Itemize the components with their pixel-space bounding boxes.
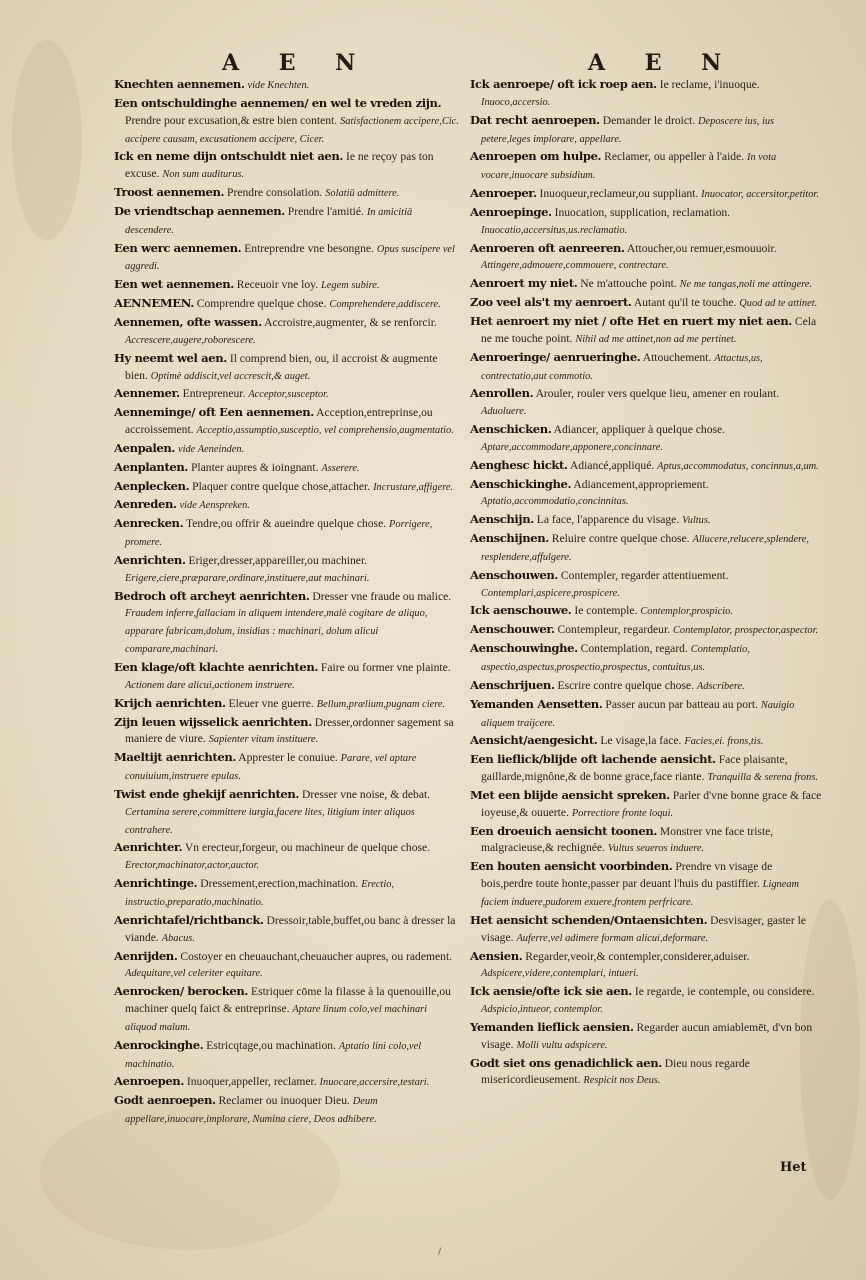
entry-french: Estriquer cōme la filasse à la quenouille,ou machiner quelq faict & entreprinse. (125, 985, 451, 1016)
entry-french: Prendre pour excusation,& estre bien content. (125, 113, 338, 127)
entry-french: Estricqtage,ou machination. (206, 1038, 336, 1052)
entry-french: Inuoqueur,reclameur,ou suppliant. (539, 187, 699, 201)
entry-french: Dresser vne fraude ou malice. (312, 589, 452, 603)
dictionary-entry (114, 496, 460, 515)
entry-french: Eleuer vne guerre. (228, 696, 314, 710)
running-head-right: A E N (588, 50, 738, 76)
entry-latin: Tranquilla & serena frons. (707, 772, 818, 784)
entry-french: Dressement,erection,machination. (200, 877, 359, 891)
entry-latin: Bellum,prælium,pugnam ciere. (316, 698, 446, 710)
entry-french: Passer aucun par batteau au port. (605, 697, 758, 711)
entry-latin: Acceptio,assumptio,susceptio, vel comprehensio,augmentatio. (196, 425, 454, 437)
dictionary-entry (114, 714, 460, 750)
dictionary-entry (114, 515, 460, 552)
dictionary-entry (114, 478, 460, 497)
entry-french: Reclamer ou inuoquer Dieu. (218, 1094, 350, 1108)
entry-headword: Ick en neme dijn ontschuldt niet aen. (114, 149, 344, 164)
entry-latin: Adspicere,videre,contemplari, intueri. (481, 968, 639, 980)
dictionary-entry (470, 511, 822, 530)
entry-headword: Aenschicken. (470, 422, 552, 437)
entry-latin: Aptatio lini colo,vel machinatio. (125, 1040, 422, 1070)
entry-headword: Ick aenschouwe. (470, 603, 572, 618)
entry-headword: Zoo veel als't my aenroert. (470, 295, 632, 310)
dictionary-entry (114, 948, 460, 984)
entry-latin: Optimè addiscit,vel accrescit,& auget. (150, 370, 311, 382)
dictionary-entry (114, 295, 460, 314)
entry-headword: Aenrocken/ berocken. (114, 984, 249, 999)
entry-headword: Aenschijn. (470, 512, 534, 527)
dictionary-entry (114, 1092, 460, 1129)
entry-headword: Aenroeper. (470, 186, 537, 201)
dictionary-entry (470, 240, 822, 276)
dictionary-entry (114, 1073, 460, 1092)
entry-headword: Yemanden lieflick aensien. (470, 1019, 634, 1034)
left-column (114, 76, 460, 1129)
entry-latin: Erigere,ciere,præparare,ordinare,instituere,aut machinari. (125, 572, 370, 584)
dictionary-entry (114, 314, 460, 350)
entry-headword: Een wet aennemen. (114, 277, 234, 292)
entry-latin: Legem subire. (321, 280, 380, 292)
entry-french: Desvisager, gaster le visage. (481, 913, 806, 944)
entry-french: Prendre vn visage de bois,perdre toute honte,passer par deuant l'huis du pastiffier. (481, 860, 773, 891)
dictionary-entry (470, 294, 822, 313)
entry-latin: Adequitare,vel celeriter equitare. (125, 968, 263, 980)
entry-french: Faire ou former vne plainte. (320, 661, 451, 674)
entry-latin: Quod ad te attinet. (739, 298, 818, 310)
entry-latin: Satisfactionem accipere,Cic. accipere causam, excusationem accipere, Cicer. (125, 115, 459, 145)
dictionary-entry (470, 1019, 822, 1055)
entry-french: Adiancement,appropriement. (573, 477, 709, 491)
entry-french: Prendre l'amitié. (287, 204, 364, 218)
dictionary-entry (114, 749, 460, 786)
entry-latin: Contemplator, prospector,aspector. (672, 625, 819, 637)
entry-latin: Ligneam faciem induere,pudorem exuere,frontem perfricare. (481, 879, 800, 908)
entry-latin: Actionem dare alicui,actionem instruere. (125, 679, 295, 691)
dictionary-entry (114, 385, 460, 404)
entry-headword: Aenneminge/ oft Een aennemen. (114, 405, 314, 420)
footer-mark: / (438, 1244, 442, 1258)
entry-french: Attoucher,ou remuer,esmouuoir. (626, 241, 777, 255)
entry-headword: Het aenroert my niet / ofte Het en ruert my niet aen. (470, 313, 792, 328)
dictionary-entry (114, 440, 460, 459)
entry-latin: Nauigio aliquem traijcere. (481, 699, 795, 729)
entry-latin: Asserere. (321, 462, 360, 474)
dictionary-entry (114, 404, 460, 440)
entry-latin: Vultus. (682, 515, 711, 527)
entry-latin: In vota vocare,inuocare subsidium. (481, 152, 777, 182)
dictionary-entry (470, 677, 822, 696)
dictionary-entry (470, 530, 822, 567)
entry-french: Comprendre quelque chose. (196, 297, 327, 311)
dictionary-entry (470, 476, 822, 512)
dictionary-entry (114, 95, 460, 149)
entry-latin: Abacus. (161, 932, 195, 944)
entry-headword: Aenghesc hickt. (470, 457, 568, 472)
dictionary-entry (470, 204, 822, 240)
entry-headword: Aenrichten. (114, 552, 186, 567)
dictionary-entry (470, 1055, 822, 1091)
entry-headword: Aenplanten. (114, 459, 189, 474)
dictionary-entry (470, 567, 822, 603)
dictionary-entry (470, 457, 822, 476)
entry-french: La face, l'apparence du visage. (536, 513, 680, 527)
entry-headword: Knechten aennemen. (114, 77, 245, 91)
dictionary-entry (470, 823, 822, 859)
entry-headword: Aenplecken. (114, 478, 190, 493)
entry-latin: Deum appellare,inuocare,implorare, Numina ciere, Deos adhibere. (125, 1096, 378, 1126)
dictionary-entry (470, 858, 822, 912)
entry-latin: Aptus,accommodatus, concinnus,a,um. (657, 460, 819, 472)
entry-headword: Met een blijde aensicht spreken. (470, 787, 670, 802)
entry-latin: Certamina serere,committere iurgia,facere lites, litigium inter aliquos contrahere. (125, 806, 415, 836)
entry-french: Entreprendre vne besongne. (244, 241, 374, 255)
entry-french: Autant qu'il te touche. (633, 296, 737, 310)
dictionary-entry (470, 983, 822, 1019)
entry-headword: Aenschijnen. (470, 531, 549, 546)
entry-latin: Accrescere,augere,roborescere. (125, 334, 256, 346)
entry-french: Inuocation, supplication, reclamation. (554, 205, 731, 219)
entry-french: Planter aupres & ioingnant. (190, 460, 319, 474)
entry-headword: Aenrichter. (114, 840, 183, 855)
entry-french: Parler d'vne bonne grace & face ioyeuse,& ouuerte. (481, 788, 822, 819)
entry-headword: Aenschouwen. (470, 567, 559, 582)
dictionary-entry (470, 602, 822, 621)
entry-latin: Deposcere ius, ius petere,leges implorare, appellare. (481, 115, 775, 145)
dictionary-entry (470, 313, 822, 349)
entry-latin: vide Aenspreken. (179, 500, 250, 512)
entry-latin: Aduoluere. (481, 406, 527, 418)
dictionary-entry (114, 240, 460, 277)
entry-headword: Aenschrijuen. (470, 677, 555, 692)
dictionary-entry (470, 185, 822, 204)
entry-latin: Contemplor,prospicio. (640, 606, 733, 618)
dictionary-entry (470, 349, 822, 386)
entry-latin: vide Aeneinden. (177, 443, 245, 455)
entry-french: Adiancé,appliqué. (569, 458, 655, 472)
dictionary-entry (114, 276, 460, 295)
entry-headword: Een werc aennemen. (114, 240, 242, 255)
entry-headword: Een lieflick/blijde oft lachende aensicht. (470, 752, 716, 767)
catchword: Het (780, 1160, 807, 1175)
entry-headword: Aenroeren oft aenreeren. (470, 240, 625, 255)
entry-latin: Comprehendere,addiscere. (329, 299, 441, 311)
dictionary-entry (470, 112, 822, 149)
entry-latin: Non sum auditurus. (162, 169, 245, 181)
entry-latin: Attingere,admouere,commouere, contrectare. (481, 260, 669, 272)
entry-latin: In amicitiā descendere. (125, 206, 413, 236)
entry-french: Regarder aucun amiablemēt, d'vn bon visage. (481, 1020, 813, 1051)
entry-french: Contempleur, regardeur. (557, 623, 671, 637)
entry-headword: Aenrollen. (470, 386, 534, 401)
entry-headword: Aenrockinghe. (114, 1037, 204, 1052)
entry-latin: Respicit nos Deus. (583, 1075, 661, 1087)
paper-stain (12, 40, 82, 240)
entry-headword: Aenrichtafel/richtbanck. (114, 912, 264, 927)
entry-headword: De vriendtschap aennemen. (114, 203, 285, 218)
dictionary-entry (114, 459, 460, 478)
dictionary-entry (470, 275, 822, 294)
entry-french: Reclamer, ou appeller à l'aide. (604, 150, 745, 164)
entry-headword: Aenroepen om hulpe. (470, 149, 602, 164)
entry-french: Dressoir,table,buffet,ou banc à dresser la viande. (125, 913, 456, 944)
entry-latin: Erectio, instructio,preparatio,machinatio. (125, 879, 394, 908)
dictionary-entry (114, 839, 460, 875)
entry-french: Arouler, rouler vers quelque lieu, amener en roulant. (535, 387, 780, 401)
entry-headword: Yemanden Aensetten. (470, 696, 603, 711)
dictionary-entry (470, 76, 822, 112)
entry-french: Costoyer en cheuauchant,cheuaucher aupres, ou radement. (180, 949, 453, 963)
entry-french: Ne m'attouche point. (580, 277, 677, 291)
dictionary-entry (470, 421, 822, 457)
entry-french: Dresser,ordonner sagement sa maniere de viure. (125, 715, 454, 746)
entry-headword: Aenrichtinge. (114, 876, 198, 891)
dictionary-entry (114, 983, 460, 1037)
entry-latin: Allucere,relucere,splendere, resplendere,affulgere. (481, 534, 809, 563)
entry-latin: Fraudem inferre,fallaciam in aliquem intendere,malè cogitare de aliquo, apparare fabricam,dolum, insidias : machinari, dolum alicui comparare,machinari. (125, 608, 428, 656)
entry-headword: Aensien. (470, 948, 523, 963)
entry-headword: Een klage/oft klachte aenrichten. (114, 660, 318, 674)
dictionary-entry (114, 184, 460, 203)
entry-latin: Inuocatio,accersitus,us.reclamatio. (481, 224, 628, 236)
dictionary-entry (114, 203, 460, 240)
entry-headword: Krijch aenrichten. (114, 695, 226, 710)
entry-french: Prendre consolation. (227, 186, 323, 200)
dictionary-entry (114, 552, 460, 588)
entry-headword: Aenschickinghe. (470, 476, 572, 491)
dictionary-entry (470, 912, 822, 948)
entry-headword: Godt siet ons genadichlick aen. (470, 1055, 662, 1070)
entry-headword: Aenschouwinghe. (470, 641, 578, 656)
entry-latin: Facies,ei. frons,tis. (684, 736, 764, 748)
entry-latin: Nihil ad me attinet,non ad me pertinet. (575, 333, 737, 345)
entry-french: Reluire contre quelque chose. (551, 532, 690, 546)
dictionary-entry (114, 695, 460, 714)
entry-french: Apprester le conuiue. (238, 751, 338, 765)
entry-latin: Auferre,vel adimere formam alicui,deformare. (516, 932, 709, 944)
entry-french: Face plaisante, gaillarde,mignône,& de bonne grace,face riante. (481, 753, 788, 784)
entry-latin: Porrectiore fronte loqui. (571, 807, 674, 819)
dictionary-entry (114, 76, 460, 95)
dictionary-entry (470, 732, 822, 751)
entry-french: Ie ne reçoy pas ton excuse. (125, 150, 434, 181)
dictionary-entry (114, 659, 460, 695)
entry-headword: Aenrijden. (114, 948, 178, 963)
entry-headword: Aenschouwer. (470, 622, 555, 637)
entry-latin: Vultus seueros induere. (607, 843, 705, 855)
entry-latin: Opus suscipere vel aggredi. (125, 243, 455, 273)
entry-latin: Sapienter vitam instituere. (208, 734, 319, 746)
entry-french: Vn erecteur,forgeur, ou machineur de quelque chose. (184, 841, 431, 855)
entry-french: Accroistre,augmenter, & se renforcir. (264, 315, 437, 329)
entry-french: Dresser vne noise, & debat. (301, 787, 431, 801)
entry-latin: Aptatio,accommodatio,concinnitas. (481, 496, 629, 508)
entry-headword: Maeltijt aenrichten. (114, 750, 236, 765)
dictionary-entry (114, 1037, 460, 1074)
entry-headword: Zijn leuen wijsselick aenrichten. (114, 714, 312, 729)
dictionary-entry (470, 948, 822, 984)
entry-french: Attouchement. (642, 350, 712, 364)
dictionary-entry (114, 588, 460, 659)
entry-french: Monstrer vne face triste, malgracieuse,& rechignée. (481, 824, 774, 855)
entry-french: Ie contemple. (574, 604, 638, 618)
entry-latin: Aptare,accommodare,apponere,concinnare. (481, 441, 663, 453)
entry-french: Contemplation, regard. (580, 642, 688, 656)
entry-headword: Aennemen, ofte wassen. (114, 314, 262, 329)
entry-french: Adiancer, appliquer à quelque chose. (553, 423, 726, 437)
entry-headword: Een ontschuldinghe aennemen/ en wel te vreden zijn. (114, 95, 442, 110)
dictionary-entry (114, 148, 460, 184)
entry-latin: Erector,machinator,actor,auctor. (125, 860, 260, 872)
entry-headword: Aenroepen. (114, 1074, 184, 1089)
entry-headword: Het aensicht schenden/Ontaensichten. (470, 912, 708, 927)
entry-headword: Godt aenroepen. (114, 1093, 216, 1108)
entry-headword: Ick aenroepe/ oft ick roep aen. (470, 77, 657, 91)
dictionary-entry (470, 621, 822, 640)
entry-french: Ie regarde, ie contemple, ou considere. (634, 985, 815, 999)
entry-latin: Contemplatio, aspectio,aspectus,prospectio,prospectus, contuitus,us. (481, 644, 750, 673)
dictionary-entry (470, 696, 822, 733)
entry-french: Dieu nous regarde misericordieusement. (481, 1056, 750, 1087)
entry-headword: Aennemer. (114, 386, 180, 401)
dictionary-entry (470, 787, 822, 823)
entry-french: Eriger,dresser,appareiller,ou machiner. (188, 553, 368, 567)
entry-french: Cela ne me touche point. (481, 314, 817, 345)
entry-headword: Twist ende ghekijf aenrichten. (114, 786, 300, 801)
dictionary-entry (114, 912, 460, 948)
entry-latin: Adspicio,intueor, contemplor. (481, 1004, 603, 1016)
entry-french: Il comprend bien, ou, il accroist & augmente bien. (125, 351, 438, 382)
entry-french: Ie reclame, i'inuoque. (659, 78, 760, 91)
entry-french: Demander le droict. (602, 113, 696, 127)
entry-latin: Solatiū admittere. (325, 188, 400, 200)
entry-french: Receuoir vne loy. (236, 278, 319, 292)
entry-latin: Attactus,us, contrectatio,aut commotio. (481, 352, 763, 382)
entry-headword: Aenroeringe/ aenrueringhe. (470, 349, 641, 364)
entry-headword: Ick aensie/ofte ick sie aen. (470, 984, 632, 999)
right-column (470, 76, 822, 1090)
entry-latin: vide Knechten. (247, 80, 310, 91)
entry-headword: Aenroert my niet. (470, 276, 578, 291)
running-head-left: A E N (222, 50, 372, 76)
entry-french: Contempler, regarder attentiuement. (560, 568, 729, 582)
dictionary-entry (470, 148, 822, 185)
entry-french: Inuoquer,appeller, reclamer. (186, 1075, 317, 1089)
entry-latin: Aptare linum colo,vel machinari aliquod malum. (125, 1004, 428, 1033)
entry-french: Acception,entreprinse,ou accroissement. (125, 406, 433, 437)
entry-french: Escrire contre quelque chose. (557, 678, 695, 692)
entry-headword: Troost aennemen. (114, 185, 225, 200)
entry-headword: Een houten aensicht voorbinden. (470, 859, 673, 874)
entry-headword: Aensicht/aengesicht. (470, 733, 598, 748)
dictionary-entry (470, 640, 822, 677)
entry-latin: Porrigere, promere. (125, 519, 433, 549)
dictionary-entry (114, 786, 460, 840)
entry-headword: Aenreden. (114, 497, 177, 512)
entry-latin: Inuocare,accersire,testari. (319, 1077, 430, 1089)
entry-french: Plaquer contre quelque chose,attacher. (192, 479, 371, 493)
entry-latin: Contemplari,aspicere,prospicere. (481, 587, 620, 599)
dictionary-entry (470, 385, 822, 421)
entry-headword: Aenpalen. (114, 440, 176, 455)
dictionary-entry (114, 875, 460, 912)
entry-latin: Inuoco,accersio. (481, 96, 551, 108)
entry-latin: Ne me tangas,noli me attingere. (679, 279, 812, 291)
entry-french: Tendre,ou offrir & aueindre quelque chose. (185, 517, 387, 531)
entry-headword: Dat recht aenroepen. (470, 112, 600, 127)
entry-headword: Aenrecken. (114, 516, 184, 531)
entry-french: Entrepreneur. (182, 387, 246, 401)
dictionary-entry (470, 751, 822, 787)
entry-latin: Adscribere. (696, 680, 745, 692)
entry-latin: Acceptor,susceptor. (248, 389, 329, 401)
dictionary-entry (114, 350, 460, 386)
entry-headword: AENNEMEN. (114, 296, 194, 311)
entry-latin: Incrustare,affigere. (373, 481, 454, 493)
entry-headword: Een droeuich aensicht toonen. (470, 823, 657, 838)
entry-latin: Inuocator, accersitor,petitor. (701, 189, 819, 201)
entry-headword: Bedroch oft archeyt aenrichten. (114, 588, 310, 603)
entry-french: Le visage,la face. (600, 734, 682, 748)
entry-headword: Aenroepinge. (470, 204, 552, 219)
entry-french: Regarder,veoir,& contempler,considerer,aduiser. (525, 949, 750, 963)
entry-headword: Hy neemt wel aen. (114, 350, 227, 365)
entry-latin: Parare, vel aptare conuiuium,instruere epulas. (125, 753, 417, 783)
entry-latin: Molli vultu adspicere. (516, 1039, 608, 1051)
